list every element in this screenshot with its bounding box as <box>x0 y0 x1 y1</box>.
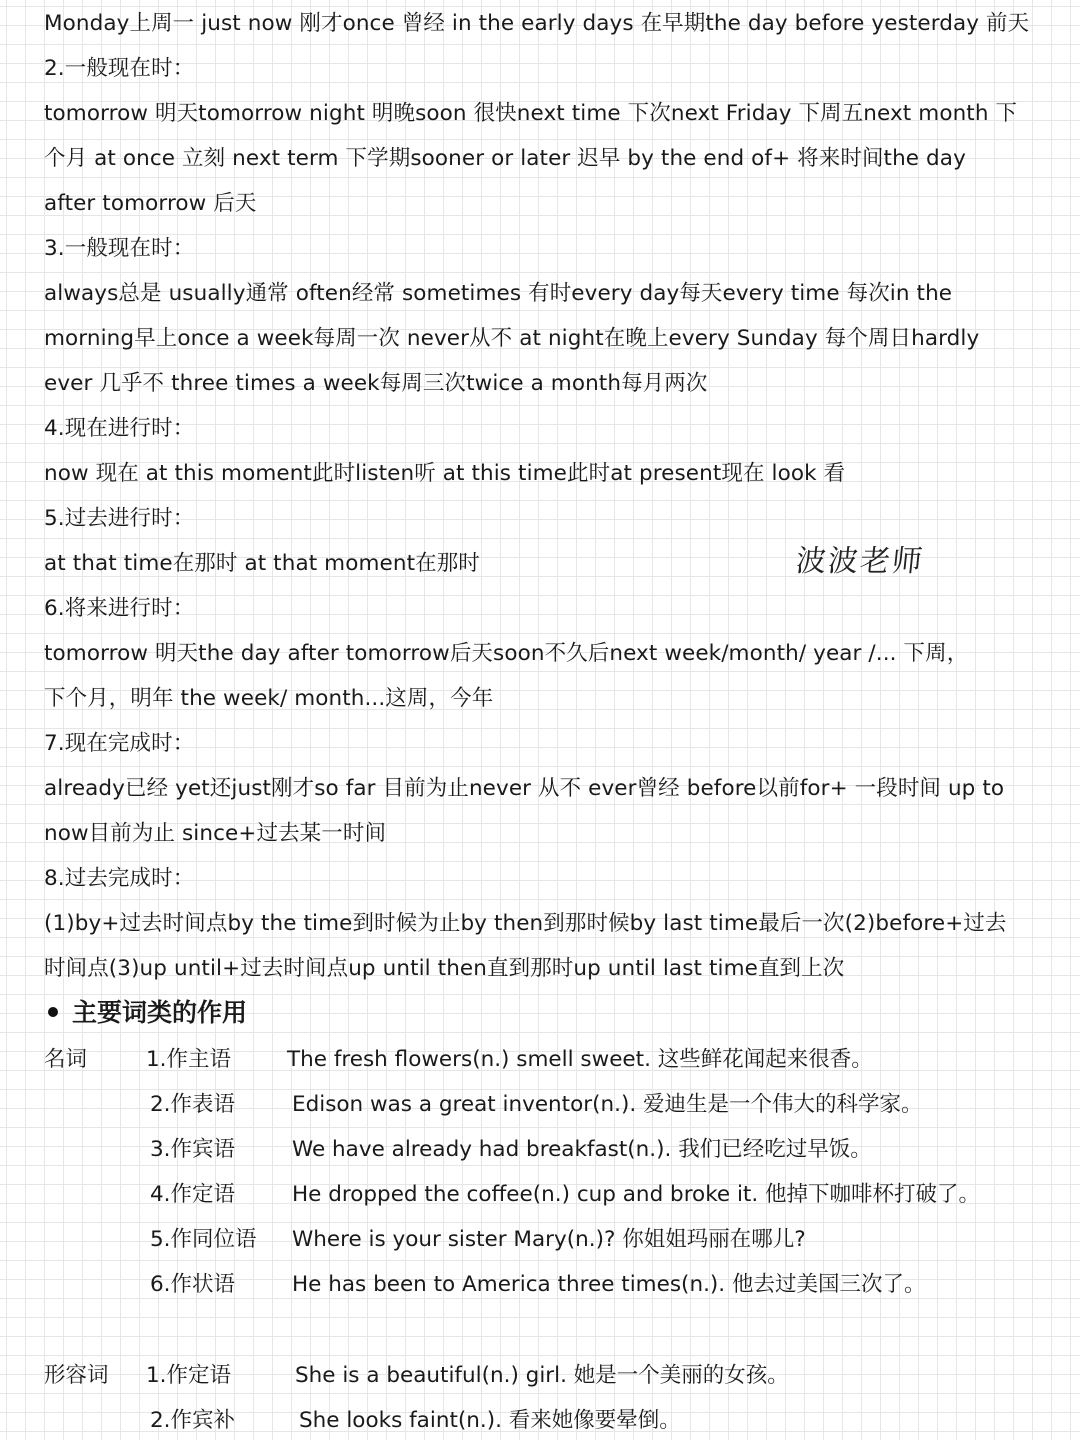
noun-row <box>0 1178 1080 1212</box>
example-sentence: He dropped the coffee(n.) cup and broke it. 他掉下咖啡杯打破了。 <box>292 1182 981 1207</box>
heading-past-perfect: 8.过去完成时： <box>44 866 195 891</box>
text-line: tomorrow 明天the day after tomorrow后天soon不久后next week/month/ year /... 下周， <box>44 641 969 666</box>
role-label: 3.作宾语 <box>150 1137 236 1162</box>
example-sentence: She looks faint(n.). 看来她像要晕倒。 <box>299 1408 681 1433</box>
word-class-label: 形容词 <box>44 1363 109 1388</box>
text-line: ever 几乎不 three times a week每周三次twice a month每月两次 <box>44 371 708 396</box>
noun-row <box>0 1223 1080 1257</box>
section-title <box>44 996 247 1030</box>
text-line: morning早上once a week每周一次 never从不 at night在晚上every Sunday 每个周日hardly <box>44 326 980 351</box>
text-line: now 现在 at this moment此时listen听 at this time此时at present现在 look 看 <box>44 461 846 486</box>
teacher-signature: 波波老师 <box>794 544 926 579</box>
word-class-label: 名词 <box>44 1047 88 1072</box>
section-title-text: 主要词类的作用 <box>72 998 248 1027</box>
noun-row <box>0 1088 1080 1122</box>
adjective-row <box>0 1359 1080 1393</box>
noun-row <box>0 1043 1080 1077</box>
heading-present-perfect: 7.现在完成时： <box>44 731 195 756</box>
example-sentence: Where is your sister Mary(n.)? 你姐姐玛丽在哪儿? <box>292 1227 806 1252</box>
heading-future-continuous: 6.将来进行时： <box>44 596 195 621</box>
text-line: 时间点(3)up until+过去时间点up until then直到那时up until last time直到上次 <box>44 956 845 981</box>
noun-row <box>0 1133 1080 1167</box>
bullet-dot-icon <box>48 1007 58 1017</box>
text-line: now目前为止 since+过去某一时间 <box>44 821 387 846</box>
text-line: (1)by+过去时间点by the time到时候为止by then到那时候by last time最后一次(2)before+过去 <box>44 911 1007 936</box>
heading-present-simple-2: 3.一般现在时： <box>44 236 195 261</box>
adjective-row <box>0 1404 1080 1438</box>
example-sentence: She is a beautiful(n.) girl. 她是一个美丽的女孩。 <box>295 1363 789 1388</box>
text-line: always总是 usually通常 often经常 sometimes 有时every day每天every time 每次in the <box>44 281 953 306</box>
text-line: after tomorrow 后天 <box>44 191 257 216</box>
text-line: 个月 at once 立刻 next term 下学期sooner or later 迟早 by the end of+ 将来时间the day <box>44 146 966 171</box>
role-label: 2.作表语 <box>150 1092 236 1117</box>
heading-present-simple: 2.一般现在时： <box>44 56 195 81</box>
heading-past-continuous: 5.过去进行时： <box>44 506 195 531</box>
example-sentence: We have already had breakfast(n.). 我们已经吃过早饭。 <box>292 1137 872 1162</box>
example-sentence: The fresh flowers(n.) smell sweet. 这些鲜花闻起来很香。 <box>287 1047 873 1072</box>
role-label: 2.作宾补 <box>150 1408 236 1433</box>
heading-present-continuous: 4.现在进行时： <box>44 416 195 441</box>
role-label: 4.作定语 <box>150 1182 236 1207</box>
text-line: at that time在那时 at that moment在那时 <box>44 551 480 576</box>
role-label: 5.作同位语 <box>150 1227 257 1252</box>
example-sentence: Edison was a great inventor(n.). 爱迪生是一个伟大的科学家。 <box>292 1092 923 1117</box>
noun-row <box>0 1268 1080 1302</box>
role-label: 1.作定语 <box>146 1363 232 1388</box>
text-line: Monday上周一 just now 刚才once 曾经 in the early days 在早期the day before yesterday 前天 <box>44 11 1030 36</box>
text-line: 下个月，明年 the week/ month...这周，今年 <box>44 686 494 711</box>
example-sentence: He has been to America three times(n.). 他去过美国三次了。 <box>292 1272 926 1297</box>
text-line: already已经 yet还just刚才so far 目前为止never 从不 ever曾经 before以前for+ 一段时间 up to <box>44 776 1005 801</box>
role-label: 6.作状语 <box>150 1272 236 1297</box>
role-label: 1.作主语 <box>146 1047 232 1072</box>
text-line: tomorrow 明天tomorrow night 明晚soon 很快next time 下次next Friday 下周五next month 下 <box>44 101 1018 126</box>
